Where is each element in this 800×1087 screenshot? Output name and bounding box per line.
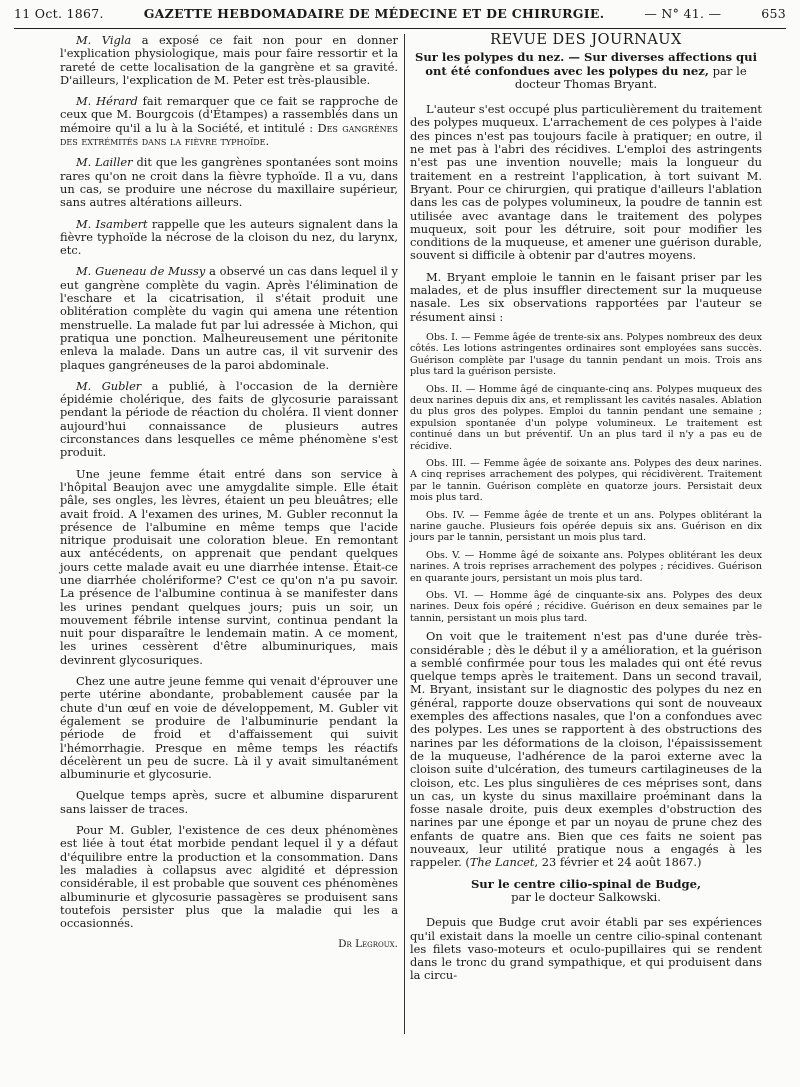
- article-heading: [410, 878, 762, 905]
- paragraph: Chez une autre jeune femme qui venait d'éprouver une perte utérine abondante, probablement causée par la chute d'un œuf en voie de développement, M. Gubler vit également se produire de l'albuminurie pendant la période de froid et d'affaissement qui suivit l'hémorrhagie. Presque en même temps les réactifs décelèrent un peu de sucre. Là il y avait simultanément albuminurie et glycosurie.: [60, 674, 398, 782]
- speaker-name: M. Gueneau de Mussy: [76, 264, 206, 279]
- left-column: [60, 34, 398, 952]
- header-title: GAZETTE HEBDOMADAIRE DE MÉDECINE ET DE CHIRURGIE.: [143, 6, 605, 21]
- header-date: 11 Oct. 1867.: [14, 6, 104, 21]
- paragraph-text: dit que les gangrènes spontanées sont moins rares qu'on ne croit dans la fièvre typhoïde. Il a vu, dans un cas, se produire une nécrose du maxillaire supérieur, sans autres altérations ailleurs.: [60, 155, 398, 210]
- cited-title: Des gangrènes des extrémités dans la fièvre typhoïde.: [60, 120, 398, 149]
- paragraph: [60, 95, 398, 148]
- paragraph: [60, 380, 398, 460]
- paragraph: M. Bryant emploie le tannin en le faisant priser par les malades, et de plus insuffler directement sur la muqueuse nasale. Les six observations rapportées par l'auteur se résument ainsi :: [410, 269, 762, 324]
- paragraph: [60, 34, 398, 87]
- column-divider: [404, 34, 405, 1034]
- paragraph: [60, 218, 398, 258]
- paragraph: [60, 265, 398, 371]
- paragraph: L'auteur s'est occupé plus particulièrement du traitement des polypes muqueux. L'arrachement de ces polypes à l'aide des pinces n'est pas toujours facile à pratiquer; en outre, il ne met pas à l'abri des récidives. L'emploi des astringents n'est pas une invention nouvelle; mais la longueur du traitement en a restreint l'application, à tort suivant M. Bryant. Pour ce chirurgien, qui pratique d'ailleurs l'ablation dans les cas de polypes volumineux, la poudre de tannin est utilisée avec avantage dans le traitement des polypes muqueux, soit pour les détruire, soit pour modifier les conditions de la muqueuse, et amener une guérison durable, souvent si difficile à obtenir par d'autres moyens.: [410, 102, 762, 263]
- paragraph-text: a observé un cas dans lequel il y eut gangrène complète du vagin. Après l'élimination de l'eschare et la cicatrisation, il s'était produit une oblitération complète du vagin qui amena une rétention menstruelle. La malade fut par lui adressée à Michon, qui pratiqua une ponction. Malheureusement une péritonite enleva la malade. Dans un autre cas, il vit survenir des plaques gangréneuses de la paroi abdominale.: [60, 264, 398, 372]
- article-title: Sur le centre cilio-spinal de Budge,: [470, 876, 702, 891]
- paragraph-text: , 23 février et 24 août 1867.): [534, 855, 702, 870]
- source-title: The Lancet: [469, 855, 535, 870]
- observation: Obs. VI. — Homme âgé de cinquante-six ans. Polypes des deux narines. Deux fois opéré ; récidive. Guérison en deux semaines par le tannin, persistant un mois plus tard.: [410, 590, 762, 624]
- paragraph: [60, 156, 398, 209]
- observation: Obs. II. — Homme âgé de cinquante-cinq ans. Polypes muqueux des deux narines depuis dix ans, et remplissant les cavités nasales. Ablation du plus gros des polypes. Emploi du tannin pendant une semaine ; expulsion spontanée d'un polype volumineux. Le traitement est continué dans un but préventif. Un an plus tard il n'y a pas eu de récidive.: [410, 383, 762, 452]
- speaker-name: M. Gubler: [76, 378, 142, 393]
- article-heading: [410, 51, 762, 91]
- article-author: par le docteur Thomas Bryant.: [514, 63, 747, 91]
- paragraph-text: On voit que le traitement n'est pas d'une durée très-considérable ; dès le début il y a amélioration, et la guérison a semblé confirmée pour tous les malades qui ont été revus quelque temps après le traitement. Dans un second travail, M. Bryant, insistant sur le diagnostic des polypes du nez en général, rapporte douze observations qui sont de nouveaux exemples des affections nasales, que l'on a confondues avec des polypes. Les unes se rapportent à des obstructions des narines par les déformations de la cloison, l'épaississement de la muqueuse, l'adhérence de la paroi externe avec la cloison suite d'ulcération, des tumeurs cartilagineuses de la cloison, etc. Les plus singulières de ces méprises sont, dans un cas, un kyste du sinus maxillaire proéminant dans la fosse nasale droite, puis deux exemples d'obstruction des narines par une éponge et par un noyau de prune chez des enfants de quatre ans. Bien que ces faits ne soient pas nouveaux, leur utilité pratique nous a engagés à les rappeler. (: [410, 629, 762, 870]
- article-title: Sur les polypes du nez. — Sur diverses affections qui ont été confondues avec les polypes du nez,: [414, 50, 757, 78]
- paragraph-text: rappelle que les auteurs signalent dans la fièvre typhoïde la nécrose de la cloison du nez, du larynx, etc.: [60, 216, 398, 258]
- paragraph: [410, 630, 762, 869]
- article-author: par le docteur Salkowski.: [511, 889, 661, 904]
- paragraph: Une jeune femme était entré dans son service à l'hôpital Beaujon avec une amygdalite simple. Elle était pâle, ses ongles, les lèvres, étaient un peu bleuâtres; elle avait froid. A l'examen des urines, M. Gubler reconnut la présence de l'albumine en même temps que l'acide nitrique produisait une coloration bleue. En remontant aux antécédents, on apprenait que pendant quelques jours cette malade avait eu une diarrhée intense. Était-ce une diarrhée cholériforme? C'est ce qu'on n'a pu savoir. La présence de l'albumine continua à se manifester dans les urines pendant quelques jours; puis un soir, un mouvement fébrile intense survint, continua pendant la nuit pour disparaître le lendemain matin. A ce moment, les urines cessèrent d'être albuminuriques, mais devinrent glycosuriques.: [60, 466, 398, 667]
- page-header: [14, 6, 786, 29]
- speaker-name: M. Lailler: [76, 155, 133, 170]
- signature: Dr Legroux.: [338, 938, 398, 951]
- paragraph-text: a exposé ce fait non pour en donner l'explication physiologique, mais pour faire ressortir et la rareté de cette localisation de la gangrène et sa gravité. D'ailleurs, l'explication de M. Peter est très-plausible.: [60, 33, 398, 87]
- observation: Obs. I. — Femme âgée de trente-six ans. Polypes nombreux des deux côtés. Les lotions astringentes ordinaires sont employées sans succès. Guérison complète par l'usage du tannin pendant un mois. Trois ans plus tard la guérison persiste.: [410, 331, 762, 378]
- observation: Obs. III. — Femme âgée de soixante ans. Polypes des deux narines. A cinq reprises arrachement des polypes, qui récidivèrent. Traitement par le tannin. Guérison complète en quatorze jours. Persistait deux mois plus tard.: [410, 458, 762, 504]
- speaker-name: M. Hérard: [76, 94, 138, 109]
- header-page-number: 653: [761, 6, 786, 21]
- paragraph: Depuis que Budge crut avoir établi par ses expériences qu'il existait dans la moelle un centre cilio-spinal contenant les filets vaso-moteurs et oculo-pupillaires qui se rendent dans le tronc du grand sympathique, et qui produisent dans la circu-: [410, 915, 762, 983]
- section-title: REVUE DES JOURNAUX: [490, 32, 682, 48]
- right-column: [410, 34, 762, 991]
- paragraph: Pour M. Gubler, l'existence de ces deux phénomènes est liée à tout état morbide pendant lequel il y a défaut d'équilibre entre la production et la consommation. Dans les maladies à collapsus avec algidité et dépression considérable, il est probable que souvent ces phénomènes albuminurie et glycosurie passagères se produisent sans toutefois persister plus que la maladie qui les a occasionnés.: [60, 823, 398, 931]
- paragraph-text: fait remarquer que ce fait se rapproche de ceux que M. Bourgcois (d'Étampes) a rassemblés dans un mémoire qu'il a lu à la Société, et intitulé :: [60, 94, 398, 135]
- header-issue: — N° 41. —: [644, 6, 722, 21]
- observation: Obs. IV. — Femme âgée de trente et un ans. Polypes oblitérant la narine gauche. Plusieurs fois opérée depuis six ans. Guérison en dix jours par le tannin, persistant un mois plus tard.: [410, 509, 762, 544]
- paragraph-text: a publié, à l'occasion de la dernière épidémie cholérique, des faits de glycosurie paraissant pendant la période de réaction du choléra. Il vient donner aujourd'hui connaissance de plusieurs autres circonstances dans lesquelles ce même phénomène s'est produit.: [60, 378, 398, 460]
- observation: Obs. V. — Homme âgé de soixante ans. Polypes oblitérant les deux narines. A trois reprises arrachement des polypes ; récidives. Guérison en quarante jours, persistant un mois plus tard.: [410, 549, 762, 584]
- speaker-name: M. Isambert: [76, 216, 148, 231]
- speaker-name: M. Vigla: [76, 33, 132, 47]
- paragraph: Quelque temps après, sucre et albumine disparurent sans laisser de traces.: [60, 788, 398, 816]
